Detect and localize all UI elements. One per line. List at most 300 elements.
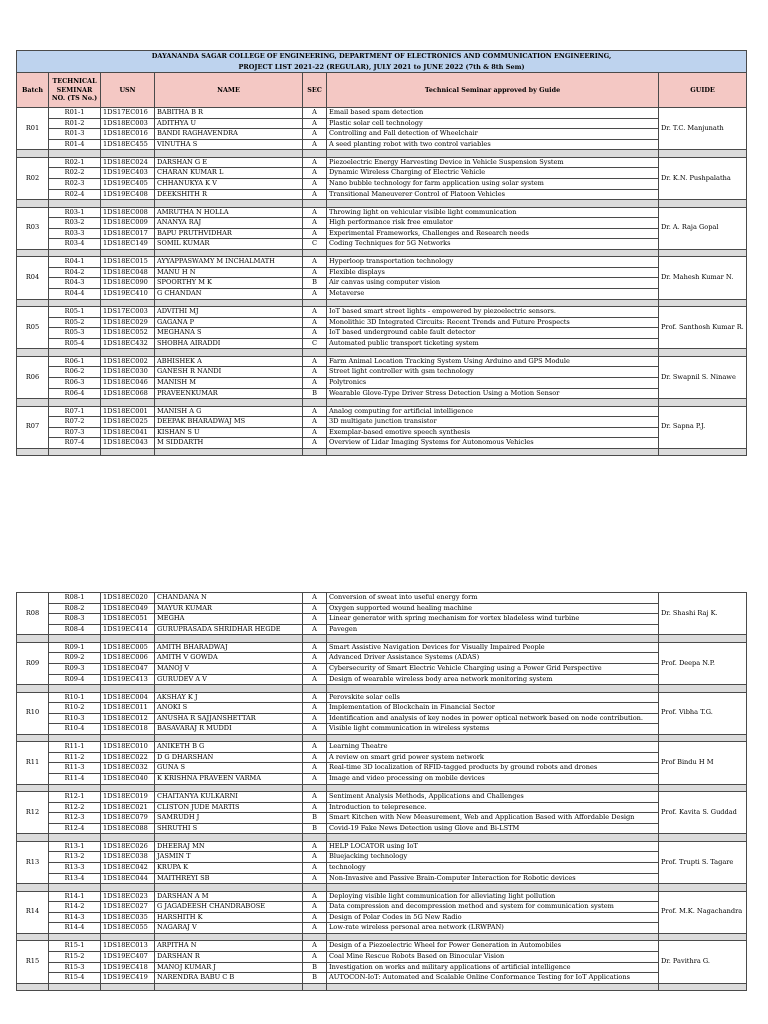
- sec-cell: A: [303, 603, 327, 614]
- table-row: [17, 823, 747, 834]
- usn-cell: 1DS18EC009: [101, 218, 155, 229]
- seminar-title-cell: Implementation of Blockchain in Financial Sector: [327, 703, 659, 714]
- usn-cell: 1DS18EC432: [101, 338, 155, 349]
- seminar-title-cell: Sentiment Analysis Methods, Applications and Challenges: [327, 792, 659, 803]
- separator-cell: [659, 884, 747, 891]
- guide-cell: Dr. Mahesh Kumar N.: [659, 257, 747, 299]
- ts-no-cell: R10-3: [49, 713, 101, 724]
- separator-cell: [303, 884, 327, 891]
- seminar-title-cell: Bluejacking technology: [327, 852, 659, 863]
- separator-row: [17, 884, 747, 891]
- sec-cell: A: [303, 139, 327, 150]
- table-row: [17, 653, 747, 664]
- name-cell: PRAVEENKUMAR: [155, 388, 303, 399]
- table-row: [17, 713, 747, 724]
- seminar-title-cell: Email based spam detection: [327, 108, 659, 119]
- separator-cell: [101, 249, 155, 256]
- guide-cell: Prof. M.K. Nagachandra: [659, 891, 747, 933]
- name-cell: CHANDANA N: [155, 593, 303, 604]
- seminar-title-cell: Nano bubble technology for farm application using solar system: [327, 178, 659, 189]
- separator-row: [17, 983, 747, 990]
- name-cell: ANIKETH B G: [155, 742, 303, 753]
- seminar-title-cell: Image and video processing on mobile devices: [327, 774, 659, 785]
- separator-cell: [17, 635, 49, 642]
- seminar-title-cell: Design of a Piezoelectric Wheel for Power Generation in Automobiles: [327, 941, 659, 952]
- seminar-title-cell: Smart Kitchen with New Measurement, Web and Application Based with Affordable Design: [327, 813, 659, 824]
- separator-cell: [659, 249, 747, 256]
- separator-cell: [327, 834, 659, 841]
- separator-cell: [49, 734, 101, 741]
- table-row: [17, 763, 747, 774]
- usn-cell: 1DS18EC019: [101, 792, 155, 803]
- name-cell: BAPU PRUTHVIDHAR: [155, 228, 303, 239]
- ts-no-cell: R08-4: [49, 624, 101, 635]
- table-row: [17, 742, 747, 753]
- usn-cell: 1DS18EC017: [101, 228, 155, 239]
- separator-row: [17, 635, 747, 642]
- sec-cell: A: [303, 356, 327, 367]
- guide-cell: Prof. Kavita S. Guddad: [659, 792, 747, 834]
- separator-cell: [659, 933, 747, 940]
- sec-cell: A: [303, 129, 327, 140]
- seminar-title-cell: Low-rate wireless personal area network (LRWPAN): [327, 923, 659, 934]
- sec-cell: A: [303, 852, 327, 863]
- separator-cell: [155, 784, 303, 791]
- seminar-title-cell: Introduction to telepresence.: [327, 802, 659, 813]
- ts-no-cell: R04-4: [49, 289, 101, 300]
- usn-cell: 1DS18EC090: [101, 278, 155, 289]
- table-row: [17, 257, 747, 268]
- table-row: [17, 317, 747, 328]
- separator-cell: [327, 983, 659, 990]
- name-cell: K KRISHNA PRAVEEN VARMA: [155, 774, 303, 785]
- separator-cell: [101, 884, 155, 891]
- batch-cell: R13: [17, 841, 49, 883]
- seminar-title-cell: Hyperloop transportation technology: [327, 257, 659, 268]
- table-row: [17, 228, 747, 239]
- seminar-title-cell: 3D multigate junction transistor: [327, 417, 659, 428]
- ts-no-cell: R13-4: [49, 873, 101, 884]
- name-cell: AMITH V GOWDA: [155, 653, 303, 664]
- table-row: [17, 852, 747, 863]
- usn-cell: 1DS18EC030: [101, 367, 155, 378]
- sec-cell: B: [303, 973, 327, 984]
- batch-cell: R03: [17, 207, 49, 249]
- seminar-title-cell: Investigation on works and military applications of artificial intelligence: [327, 962, 659, 973]
- name-cell: DEEPAK BHARADWAJ MS: [155, 417, 303, 428]
- sec-cell: A: [303, 713, 327, 724]
- usn-cell: 1DS18EC049: [101, 603, 155, 614]
- sec-cell: A: [303, 752, 327, 763]
- name-cell: M SIDDARTH: [155, 438, 303, 449]
- separator-cell: [303, 834, 327, 841]
- usn-cell: 1DS18EC088: [101, 823, 155, 834]
- sec-cell: A: [303, 417, 327, 428]
- ts-no-cell: R13-3: [49, 863, 101, 874]
- separator-cell: [303, 299, 327, 306]
- separator-cell: [303, 983, 327, 990]
- usn-cell: 1DS18EC051: [101, 614, 155, 625]
- separator-cell: [17, 784, 49, 791]
- seminar-title-cell: Controlling and Fall detection of Wheelchair: [327, 129, 659, 140]
- col-header-sec: SEC: [303, 73, 327, 108]
- separator-row: [17, 448, 747, 455]
- title-line-1: DAYANANDA SAGAR COLLEGE OF ENGINEERING, DEPARTMENT OF ELECTRONICS AND COMMUNICATION ENGINEERING,: [151, 52, 612, 60]
- table-row: [17, 774, 747, 785]
- batch-cell: R12: [17, 792, 49, 834]
- ts-no-cell: R12-1: [49, 792, 101, 803]
- sec-cell: A: [303, 792, 327, 803]
- table-row: [17, 603, 747, 614]
- usn-cell: 1DS18EC004: [101, 692, 155, 703]
- ts-no-cell: R08-3: [49, 614, 101, 625]
- sec-cell: B: [303, 278, 327, 289]
- guide-cell: Dr. T.C. Manjunath: [659, 108, 747, 150]
- seminar-title-cell: Visible light communication in wireless systems: [327, 724, 659, 735]
- name-cell: NARENDRA BABU C B: [155, 973, 303, 984]
- separator-cell: [659, 448, 747, 455]
- name-cell: AMITH BHARADWAJ: [155, 642, 303, 653]
- usn-cell: 1DS19EC418: [101, 962, 155, 973]
- name-cell: D G DHARSHAN: [155, 752, 303, 763]
- project-table-page-1: [16, 50, 747, 456]
- sec-cell: A: [303, 951, 327, 962]
- guide-cell: Dr. Shashi Raj K.: [659, 593, 747, 635]
- name-cell: AKSHAY K J: [155, 692, 303, 703]
- batch-cell: R08: [17, 593, 49, 635]
- table-row: [17, 642, 747, 653]
- separator-cell: [659, 685, 747, 692]
- seminar-title-cell: Analog computing for artificial intelligence: [327, 406, 659, 417]
- separator-cell: [101, 299, 155, 306]
- separator-cell: [101, 784, 155, 791]
- separator-cell: [303, 249, 327, 256]
- separator-cell: [155, 200, 303, 207]
- ts-no-cell: R14-3: [49, 912, 101, 923]
- usn-cell: 1DS18EC044: [101, 873, 155, 884]
- seminar-title-cell: Identification and analysis of key nodes in power optical network based on node contribution.: [327, 713, 659, 724]
- ts-no-cell: R01-1: [49, 108, 101, 119]
- sec-cell: A: [303, 642, 327, 653]
- name-cell: DARSHAN A M: [155, 891, 303, 902]
- name-cell: VINUTHA S: [155, 139, 303, 150]
- table-row: [17, 663, 747, 674]
- seminar-title-cell: IoT based smart street lights - empowered by piezoelectric sensors.: [327, 307, 659, 318]
- separator-cell: [303, 150, 327, 157]
- seminar-title-cell: Plastic solar cell technology: [327, 118, 659, 129]
- usn-cell: 1DS18EC079: [101, 813, 155, 824]
- separator-cell: [327, 933, 659, 940]
- ts-no-cell: R12-4: [49, 823, 101, 834]
- name-cell: AMRUTHA N HOLLA: [155, 207, 303, 218]
- separator-cell: [327, 685, 659, 692]
- separator-row: [17, 834, 747, 841]
- separator-cell: [155, 299, 303, 306]
- separator-cell: [17, 884, 49, 891]
- seminar-title-cell: Experimental Frameworks, Challenges and Research needs: [327, 228, 659, 239]
- separator-cell: [303, 200, 327, 207]
- name-cell: BASAVARAJ R MUDDI: [155, 724, 303, 735]
- table-row: [17, 328, 747, 339]
- seminar-title-cell: Wearable Glove-Type Driver Stress Detection Using a Motion Sensor: [327, 388, 659, 399]
- separator-cell: [49, 784, 101, 791]
- separator-cell: [327, 249, 659, 256]
- seminar-title-cell: Advanced Driver Assistance Systems (ADAS): [327, 653, 659, 664]
- separator-cell: [303, 933, 327, 940]
- ts-no-cell: R09-3: [49, 663, 101, 674]
- separator-cell: [49, 884, 101, 891]
- separator-cell: [17, 200, 49, 207]
- ts-no-cell: R07-3: [49, 427, 101, 438]
- separator-cell: [17, 150, 49, 157]
- usn-cell: 1DS18EC008: [101, 207, 155, 218]
- table-row: [17, 891, 747, 902]
- table-row: [17, 168, 747, 179]
- separator-cell: [303, 685, 327, 692]
- separator-cell: [303, 399, 327, 406]
- usn-cell: 1DS18EC026: [101, 841, 155, 852]
- separator-cell: [101, 635, 155, 642]
- usn-cell: 1DS18EC013: [101, 941, 155, 952]
- usn-cell: 1DS19EC403: [101, 168, 155, 179]
- sec-cell: A: [303, 692, 327, 703]
- ts-no-cell: R14-4: [49, 923, 101, 934]
- table-row: [17, 378, 747, 389]
- name-cell: ANANYA RAJ: [155, 218, 303, 229]
- sec-cell: B: [303, 388, 327, 399]
- separator-row: [17, 249, 747, 256]
- seminar-title-cell: Design of Polar Codes in 5G New Radio: [327, 912, 659, 923]
- sec-cell: A: [303, 207, 327, 218]
- ts-no-cell: R09-1: [49, 642, 101, 653]
- table-row: [17, 802, 747, 813]
- seminar-title-cell: Monolithic 3D Integrated Circuits: Recent Trends and Future Prospects: [327, 317, 659, 328]
- ts-no-cell: R04-3: [49, 278, 101, 289]
- separator-cell: [327, 349, 659, 356]
- seminar-title-cell: Coal Mine Rescue Robots Based on Binocular Vision: [327, 951, 659, 962]
- name-cell: DARSHAN G E: [155, 157, 303, 168]
- separator-cell: [49, 635, 101, 642]
- batch-cell: R15: [17, 941, 49, 983]
- table-row: [17, 692, 747, 703]
- seminar-title-cell: Oxygen supported wound healing machine: [327, 603, 659, 614]
- seminar-title-cell: Exemplar-based emotive speech synthesis: [327, 427, 659, 438]
- usn-cell: 1DS19EC405: [101, 178, 155, 189]
- ts-no-cell: R08-1: [49, 593, 101, 604]
- table-row: [17, 307, 747, 318]
- ts-no-cell: R04-1: [49, 257, 101, 268]
- batch-cell: R06: [17, 356, 49, 398]
- seminar-title-cell: A seed planting robot with two control variables: [327, 139, 659, 150]
- separator-cell: [155, 983, 303, 990]
- sec-cell: A: [303, 941, 327, 952]
- seminar-title-cell: Data compression and decompression method and system for communication system: [327, 902, 659, 913]
- table-row: [17, 593, 747, 604]
- table-row: [17, 267, 747, 278]
- separator-cell: [17, 933, 49, 940]
- ts-no-cell: R15-1: [49, 941, 101, 952]
- table-row: [17, 438, 747, 449]
- name-cell: BANDI RAGHAVENDRA: [155, 129, 303, 140]
- seminar-title-cell: Real-time 3D localization of RFID-tagged products by ground robots and drones: [327, 763, 659, 774]
- name-cell: JASMIN T: [155, 852, 303, 863]
- usn-cell: 1DS18EC023: [101, 891, 155, 902]
- ts-no-cell: R02-3: [49, 178, 101, 189]
- table-row: [17, 278, 747, 289]
- ts-no-cell: R01-2: [49, 118, 101, 129]
- header-row: [17, 73, 747, 108]
- batch-cell: R11: [17, 742, 49, 784]
- separator-cell: [49, 299, 101, 306]
- table-row: [17, 388, 747, 399]
- separator-cell: [17, 448, 49, 455]
- separator-cell: [17, 399, 49, 406]
- ts-no-cell: R06-1: [49, 356, 101, 367]
- sec-cell: A: [303, 863, 327, 874]
- separator-cell: [327, 399, 659, 406]
- sec-cell: A: [303, 157, 327, 168]
- ts-no-cell: R15-3: [49, 962, 101, 973]
- separator-cell: [101, 983, 155, 990]
- seminar-title-cell: Metaverse: [327, 289, 659, 300]
- usn-cell: 1DS18EC149: [101, 239, 155, 250]
- name-cell: MANISH A G: [155, 406, 303, 417]
- separator-cell: [155, 933, 303, 940]
- ts-no-cell: R09-2: [49, 653, 101, 664]
- usn-cell: 1DS18EC018: [101, 724, 155, 735]
- separator-cell: [659, 734, 747, 741]
- ts-no-cell: R02-1: [49, 157, 101, 168]
- separator-cell: [49, 399, 101, 406]
- name-cell: CHARAN KUMAR L: [155, 168, 303, 179]
- separator-row: [17, 784, 747, 791]
- sec-cell: A: [303, 774, 327, 785]
- sec-cell: A: [303, 763, 327, 774]
- guide-cell: Dr. A. Raja Gopal: [659, 207, 747, 249]
- table-row: [17, 239, 747, 250]
- separator-cell: [101, 734, 155, 741]
- name-cell: GAGANA P: [155, 317, 303, 328]
- sec-cell: A: [303, 891, 327, 902]
- batch-cell: R02: [17, 157, 49, 199]
- guide-cell: Prof Bindu H M: [659, 742, 747, 784]
- usn-cell: 1DS18EC455: [101, 139, 155, 150]
- usn-cell: 1DS18EC002: [101, 356, 155, 367]
- name-cell: CHHANUKYA K V: [155, 178, 303, 189]
- usn-cell: 1DS18EC027: [101, 902, 155, 913]
- separator-cell: [155, 884, 303, 891]
- separator-cell: [101, 834, 155, 841]
- name-cell: MANOJ V: [155, 663, 303, 674]
- usn-cell: 1DS18EC012: [101, 713, 155, 724]
- table-row: [17, 973, 747, 984]
- table-row: [17, 207, 747, 218]
- col-header-ts-no: TECHNICAL SEMINAR NO. (TS No.): [49, 73, 101, 108]
- separator-cell: [327, 200, 659, 207]
- usn-cell: 1DS18EC068: [101, 388, 155, 399]
- sec-cell: A: [303, 427, 327, 438]
- table-row: [17, 157, 747, 168]
- name-cell: MANU H N: [155, 267, 303, 278]
- ts-no-cell: R12-3: [49, 813, 101, 824]
- name-cell: DEEKSHITH R: [155, 189, 303, 200]
- usn-cell: 1DS18EC032: [101, 763, 155, 774]
- separator-cell: [303, 635, 327, 642]
- sec-cell: A: [303, 614, 327, 625]
- sec-cell: A: [303, 703, 327, 714]
- col-header-name: NAME: [155, 73, 303, 108]
- separator-cell: [659, 200, 747, 207]
- separator-row: [17, 150, 747, 157]
- ts-no-cell: R03-1: [49, 207, 101, 218]
- usn-cell: 1DS18EC003: [101, 118, 155, 129]
- col-header-guide: GUIDE: [659, 73, 747, 108]
- table-row: [17, 724, 747, 735]
- name-cell: NAGARAJ V: [155, 923, 303, 934]
- ts-no-cell: R09-4: [49, 674, 101, 685]
- name-cell: GURUDEV A V: [155, 674, 303, 685]
- table-row: [17, 912, 747, 923]
- title-line-2: PROJECT LIST 2021-22 (REGULAR), JULY 2021 to JUNE 2022 (7th & 8th Sem): [238, 62, 525, 71]
- seminar-title-cell: Coding Techniques for 5G Networks: [327, 239, 659, 250]
- name-cell: AYYAPPASWAMY M INCHALMATH: [155, 257, 303, 268]
- sec-cell: A: [303, 802, 327, 813]
- table-row: [17, 624, 747, 635]
- usn-cell: 1DS19EC407: [101, 951, 155, 962]
- separator-row: [17, 933, 747, 940]
- batch-cell: R07: [17, 406, 49, 448]
- separator-row: [17, 399, 747, 406]
- name-cell: GANESH R NANDI: [155, 367, 303, 378]
- table-row: [17, 417, 747, 428]
- separator-cell: [101, 349, 155, 356]
- separator-cell: [101, 150, 155, 157]
- name-cell: G CHANDAN: [155, 289, 303, 300]
- table-row: [17, 902, 747, 913]
- ts-no-cell: R07-4: [49, 438, 101, 449]
- name-cell: DARSHAN R: [155, 951, 303, 962]
- seminar-title-cell: Deploying visible light communication for alleviating light pollution: [327, 891, 659, 902]
- usn-cell: 1DS18EC025: [101, 417, 155, 428]
- name-cell: ARPITHA N: [155, 941, 303, 952]
- ts-no-cell: R06-3: [49, 378, 101, 389]
- seminar-title-cell: High performance risk free emulator: [327, 218, 659, 229]
- separator-row: [17, 200, 747, 207]
- separator-cell: [49, 150, 101, 157]
- separator-cell: [327, 784, 659, 791]
- batch-cell: R14: [17, 891, 49, 933]
- sec-cell: A: [303, 663, 327, 674]
- usn-cell: 1DS18EC035: [101, 912, 155, 923]
- name-cell: ADVITHI MJ: [155, 307, 303, 318]
- usn-cell: 1DS18EC046: [101, 378, 155, 389]
- name-cell: MANOJ KUMAR J: [155, 962, 303, 973]
- sec-cell: A: [303, 674, 327, 685]
- separator-cell: [659, 784, 747, 791]
- usn-cell: 1DS19EC414: [101, 624, 155, 635]
- usn-cell: 1DS18EC042: [101, 863, 155, 874]
- ts-no-cell: R11-1: [49, 742, 101, 753]
- name-cell: MEGHA: [155, 614, 303, 625]
- separator-cell: [49, 200, 101, 207]
- table-row: [17, 941, 747, 952]
- sec-cell: A: [303, 168, 327, 179]
- seminar-title-cell: Automated public transport ticketing system: [327, 338, 659, 349]
- separator-cell: [49, 249, 101, 256]
- separator-cell: [327, 150, 659, 157]
- usn-cell: 1DS18EC047: [101, 663, 155, 674]
- separator-cell: [17, 349, 49, 356]
